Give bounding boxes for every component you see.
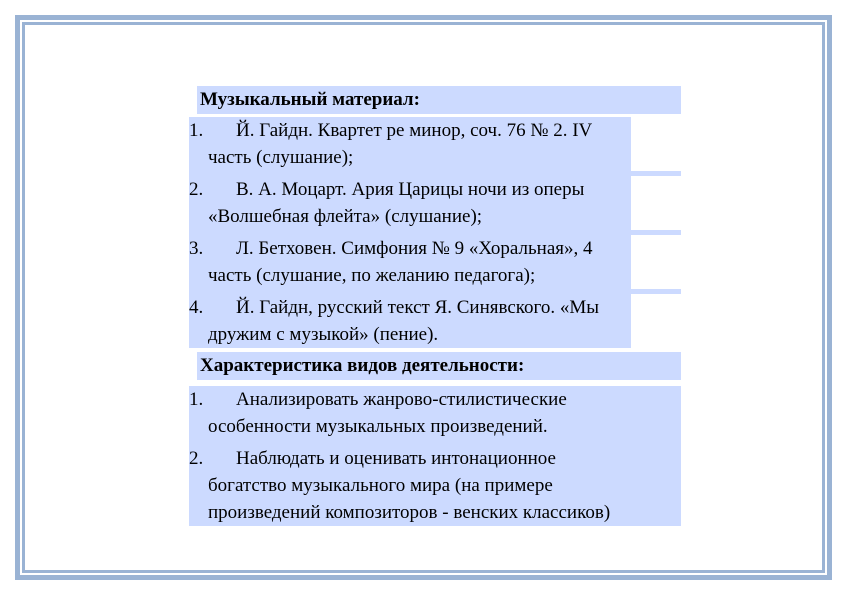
list-item-number: 1. xyxy=(189,389,204,410)
list-item-number: 2. xyxy=(189,448,204,469)
list-item-number: 4. xyxy=(189,297,204,318)
list-item-number: 1. xyxy=(189,120,204,141)
list-item-number: 2. xyxy=(189,179,204,200)
list-item-text: Й. Гайдн. Квартет ре минор, соч. 76 № 2. IV часть (слушание); xyxy=(208,120,592,168)
list-item-text: В. А. Моцарт. Ария Царицы ночи из оперы «Волшебная флейта» (слушание); xyxy=(208,179,585,227)
list-item xyxy=(189,235,631,289)
list-item xyxy=(189,176,631,230)
section-heading-music-material: Музыкальный материал: xyxy=(197,86,681,114)
list-item xyxy=(189,117,631,171)
list-item-text: Л. Бетховен. Симфония № 9 «Хоральная», 4 часть (слушание, по желанию педагога); xyxy=(208,238,593,286)
section-heading-activity: Характеристика видов деятельности: xyxy=(197,352,681,380)
list-item xyxy=(189,386,681,440)
list-item xyxy=(189,294,631,348)
list-item-text: Й. Гайдн, русский текст Я. Синявского. «Мы дружим с музыкой» (пение). xyxy=(208,297,600,345)
list-item-text: Наблюдать и оценивать интонационное богатство музыкального мира (на примере произведений композиторов - венских классиков) xyxy=(208,448,611,523)
list-item xyxy=(189,445,681,526)
list-item-text: Анализировать жанрово-стилистические особенности музыкальных произведений. xyxy=(208,389,567,437)
music-material-list xyxy=(189,117,681,348)
list-item-number: 3. xyxy=(189,238,204,259)
activity-list xyxy=(189,386,681,526)
